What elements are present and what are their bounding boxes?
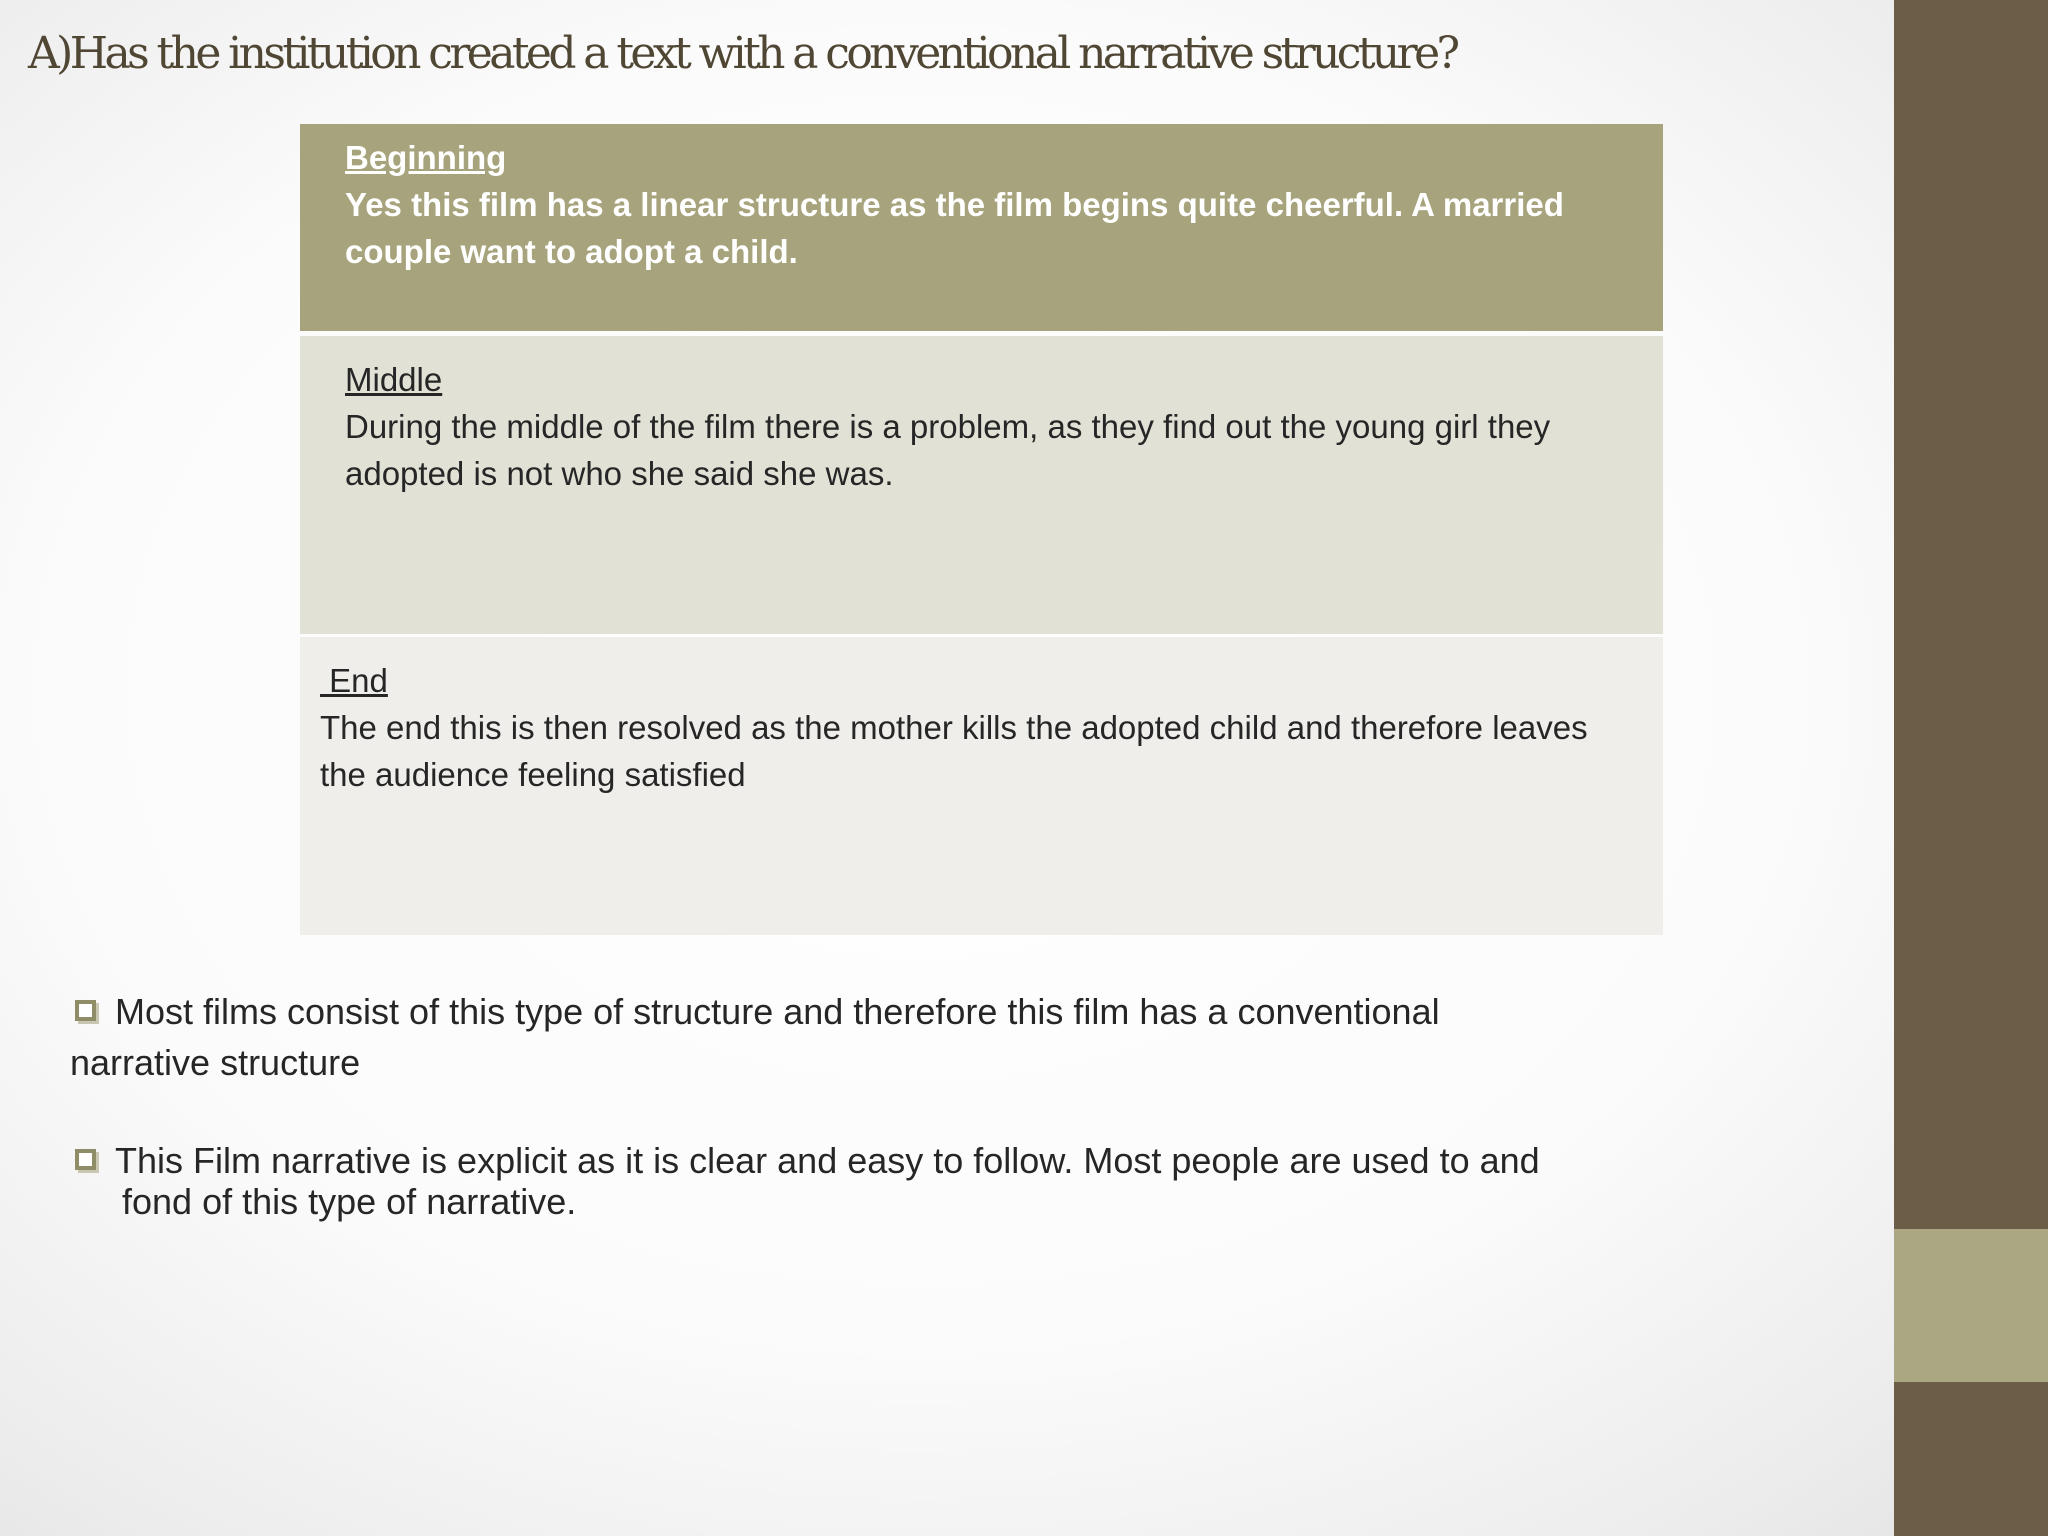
beginning-heading: Beginning (345, 139, 507, 176)
bullet-item (70, 1140, 1582, 1222)
bullet-item (70, 986, 1490, 1088)
end-text: The end this is then resolved as the mother kills the adopted child and therefore leaves the audience feeling satisfied (320, 709, 1588, 793)
narrative-structure-table (300, 124, 1663, 935)
bullet-text: This Film narrative is explicit as it is clear and easy to follow. Most people are used to and fond of this type of narrative. (115, 1140, 1540, 1222)
checkbox-square-icon (75, 1149, 96, 1170)
middle-text: During the middle of the film there is a problem, as they find out the young girl they adopted is not who she said she was. (345, 408, 1551, 492)
right-sidebar-accent (1894, 1229, 2048, 1382)
end-cell (300, 637, 1663, 935)
checkbox-square-icon (75, 1000, 96, 1021)
middle-heading: Middle (345, 361, 443, 398)
middle-cell (300, 336, 1663, 634)
slide-title: A)Has the institution created a text with a conventional narrative structure? (28, 28, 1457, 79)
end-heading: End (320, 662, 388, 699)
beginning-cell (300, 124, 1663, 331)
bullet-text: Most films consist of this type of structure and therefore this film has a conventional narrative structure (70, 991, 1440, 1083)
beginning-text: Yes this film has a linear structure as the film begins quite cheerful. A married couple want to adopt a child. (345, 186, 1564, 270)
